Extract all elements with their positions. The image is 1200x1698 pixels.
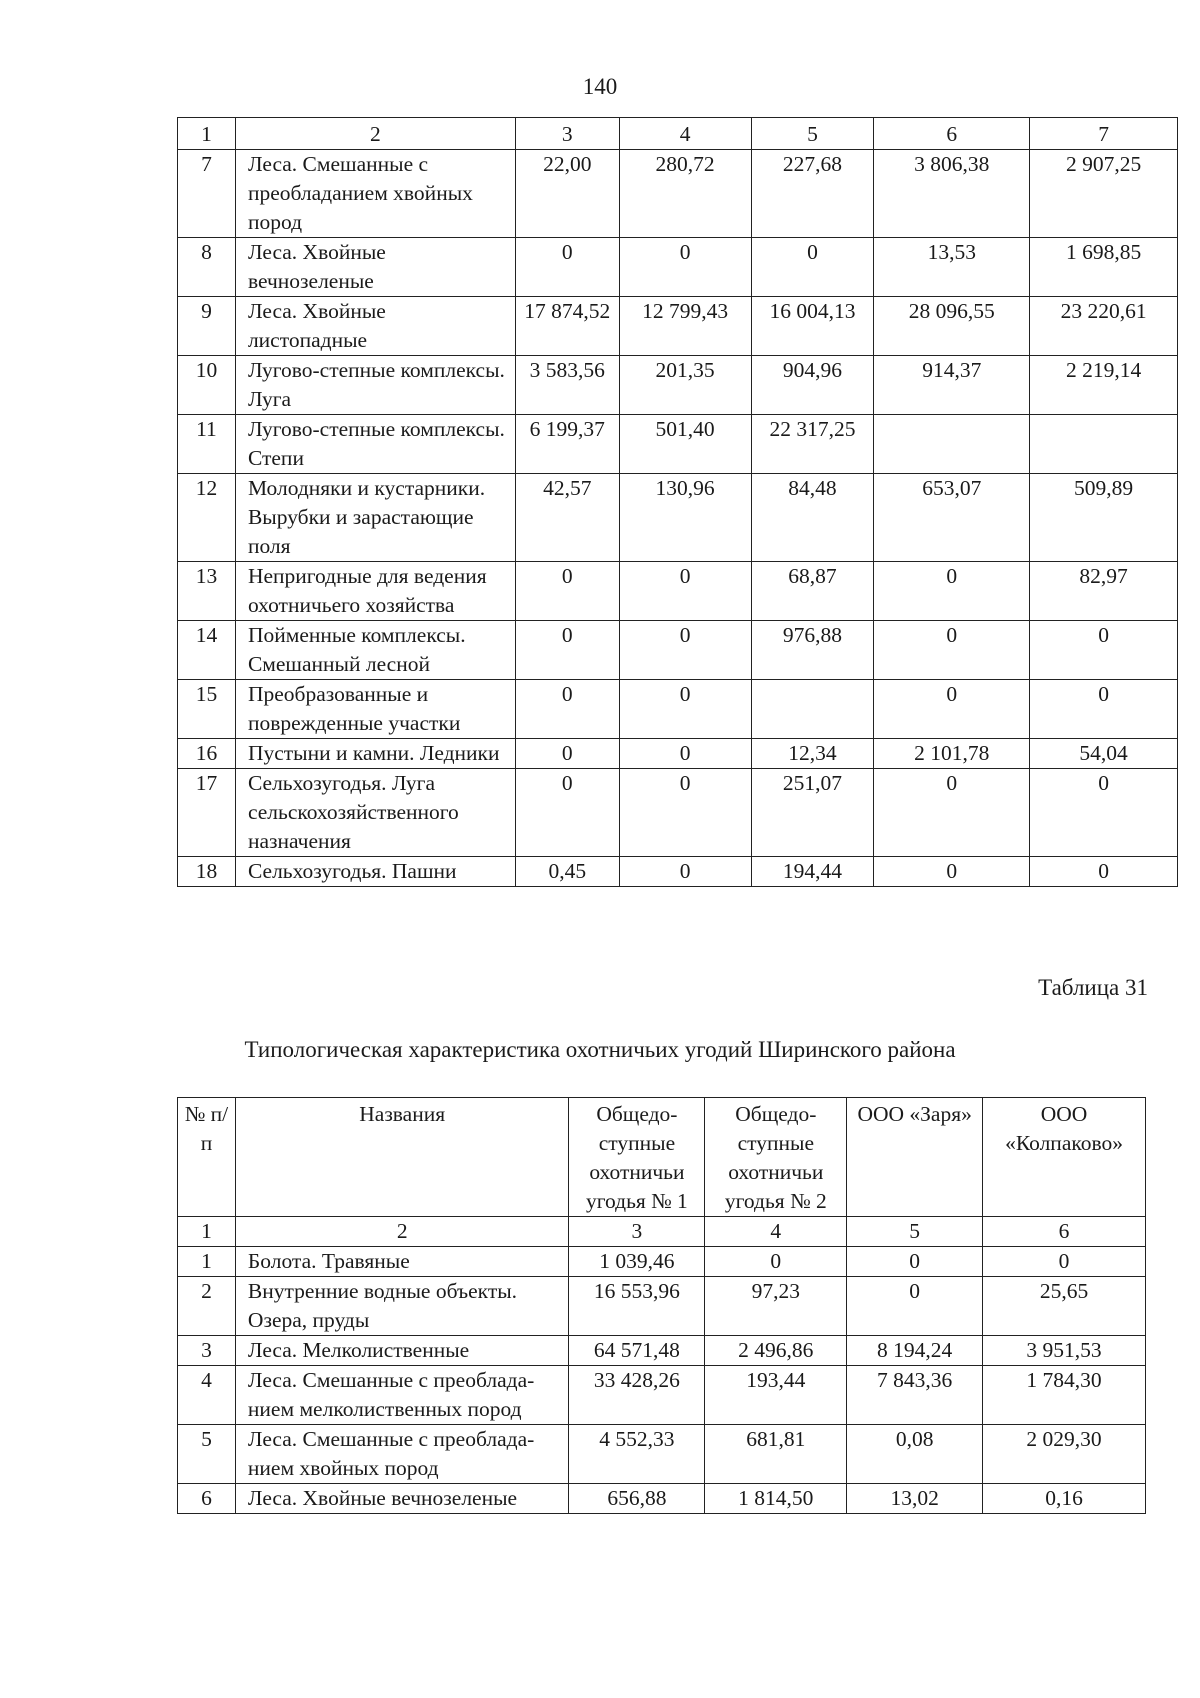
table-cell: 6 199,37 (515, 415, 619, 474)
table-row (178, 238, 1178, 297)
table-cell: 5 (178, 1425, 236, 1484)
table-cell: 251,07 (751, 769, 874, 857)
table-label: Таблица 31 (1038, 975, 1148, 1000)
table-cell: 2 (235, 1217, 569, 1247)
table-row (178, 1425, 1146, 1484)
table-cell: 33 428,26 (569, 1366, 705, 1425)
table-cell: 15 (178, 680, 236, 739)
table-cell: 12 799,43 (619, 297, 751, 356)
table-cell: 0 (619, 769, 751, 857)
table-cell: 0 (619, 857, 751, 887)
table-cell: 17 874,52 (515, 297, 619, 356)
table-cell: 18 (178, 857, 236, 887)
table-cell: 5 (847, 1217, 983, 1247)
row-name-cell: Леса. Мелколиственные (235, 1336, 569, 1366)
table-cell: 2 496,86 (705, 1336, 847, 1366)
table-cell: 16 (178, 739, 236, 769)
table-cell: 904,96 (751, 356, 874, 415)
table-cell: 10 (178, 356, 236, 415)
row-name-cell: Болота. Травяные (235, 1247, 569, 1277)
table-row (178, 1366, 1146, 1425)
row-name-cell: Преобразованные и поврежденные участки (235, 680, 515, 739)
table-cell: 0 (1030, 857, 1178, 887)
table-cell: № п/п (178, 1098, 236, 1217)
table-cell: 2 907,25 (1030, 150, 1178, 238)
table-cell: 3 (515, 118, 619, 150)
table-cell: 0 (515, 238, 619, 297)
table-cell: 22 317,25 (751, 415, 874, 474)
table-cell: 0 (619, 621, 751, 680)
table-row (178, 769, 1178, 857)
table-cell: 227,68 (751, 150, 874, 238)
table-cell: 201,35 (619, 356, 751, 415)
row-name-cell: Сельхозугодья. Пашни (235, 857, 515, 887)
table-cell: 25,65 (983, 1277, 1146, 1336)
table-cell: 0 (515, 769, 619, 857)
table-cell: 4 (705, 1217, 847, 1247)
table-title: Типологическая характеристика охотничьих угодий Ширинского района (244, 1037, 956, 1062)
table-cell: 0 (619, 739, 751, 769)
column-number-row (178, 118, 1178, 150)
table-cell: 12,34 (751, 739, 874, 769)
table-cell (874, 415, 1030, 474)
table-cell: 0 (515, 621, 619, 680)
table-cell: 82,97 (1030, 562, 1178, 621)
table-cell: 501,40 (619, 415, 751, 474)
table-cell: 6 (874, 118, 1030, 150)
table-cell: 0 (1030, 769, 1178, 857)
table-cell: 11 (178, 415, 236, 474)
table-cell (1030, 415, 1178, 474)
table-cell: 7 (178, 150, 236, 238)
table-cell: 0 (874, 769, 1030, 857)
table-cell: 1 784,30 (983, 1366, 1146, 1425)
table-cell: 2 219,14 (1030, 356, 1178, 415)
table-row (178, 680, 1178, 739)
table-row (178, 739, 1178, 769)
table-cell: 976,88 (751, 621, 874, 680)
table-cell: 0 (619, 680, 751, 739)
table-cell: 7 (1030, 118, 1178, 150)
row-name-cell: Молодняки и кустарники. Вырубки и зарастающие поля (235, 474, 515, 562)
table-cell: 2 101,78 (874, 739, 1030, 769)
table-cell: 1 814,50 (705, 1484, 847, 1514)
table-cell: 130,96 (619, 474, 751, 562)
table-cell: 0,45 (515, 857, 619, 887)
table-cell: 194,44 (751, 857, 874, 887)
table-row (178, 857, 1178, 887)
table-cell: 681,81 (705, 1425, 847, 1484)
table-cell: 0 (515, 680, 619, 739)
table-cell: 509,89 (1030, 474, 1178, 562)
table-cell: 1 (178, 118, 236, 150)
table-row (178, 562, 1178, 621)
table-row (178, 150, 1178, 238)
table-cell: 3 583,56 (515, 356, 619, 415)
table-cell: 3 (569, 1217, 705, 1247)
row-name-cell: Пойменные комплексы. Смешанный лесной (235, 621, 515, 680)
table-cell: 9 (178, 297, 236, 356)
table-cell: 0 (1030, 680, 1178, 739)
row-name-cell: Внутренние водные объекты. Озера, пруды (235, 1277, 569, 1336)
table-cell: 7 843,36 (847, 1366, 983, 1425)
table-cell: 1 (178, 1217, 236, 1247)
table-cell: 0,16 (983, 1484, 1146, 1514)
table-cell: 16 004,13 (751, 297, 874, 356)
table-cell: 14 (178, 621, 236, 680)
table-cell: 6 (178, 1484, 236, 1514)
table-cell: 2 (178, 1277, 236, 1336)
table-cell: 0 (874, 680, 1030, 739)
table-cell: ООО «Колпаково» (983, 1098, 1146, 1217)
table-cell: 97,23 (705, 1277, 847, 1336)
table-cell: 280,72 (619, 150, 751, 238)
table-cell: Названия (235, 1098, 569, 1217)
table-cell: 0 (874, 621, 1030, 680)
table-cell: 8 (178, 238, 236, 297)
table-cell: 914,37 (874, 356, 1030, 415)
table-cell: 3 951,53 (983, 1336, 1146, 1366)
row-name-cell: Пустыни и камни. Ледники (235, 739, 515, 769)
table-cell: 0 (705, 1247, 847, 1277)
table-cell: 653,07 (874, 474, 1030, 562)
table-cell: 0 (751, 238, 874, 297)
table-row (178, 356, 1178, 415)
table-cell: 5 (751, 118, 874, 150)
table-cell: 68,87 (751, 562, 874, 621)
table-row (178, 1336, 1146, 1366)
table-cell: 193,44 (705, 1366, 847, 1425)
table-cell: 4 (619, 118, 751, 150)
table-row (178, 415, 1178, 474)
table-cell: 1 039,46 (569, 1247, 705, 1277)
row-name-cell: Непригодные для ведения охотничьего хозяйства (235, 562, 515, 621)
header-row (178, 1098, 1146, 1217)
table-cell: 13,53 (874, 238, 1030, 297)
table-cell (751, 680, 874, 739)
row-name-cell: Леса. Смешанные с преоблада-нием мелколиственных пород (235, 1366, 569, 1425)
table-cell: 656,88 (569, 1484, 705, 1514)
table-row (178, 1277, 1146, 1336)
table-row (178, 474, 1178, 562)
row-name-cell: Леса. Хвойные вечнозеленые (235, 1484, 569, 1514)
table-cell: 1 (178, 1247, 236, 1277)
row-name-cell: Леса. Смешанные с преоблада-нием хвойных пород (235, 1425, 569, 1484)
table-cell: 0 (983, 1247, 1146, 1277)
table-cell: 0 (1030, 621, 1178, 680)
table-cell: 2 (235, 118, 515, 150)
table-cell: 4 552,33 (569, 1425, 705, 1484)
row-name-cell: Сельхозугодья. Луга сельскохозяйственного назначения (235, 769, 515, 857)
table-cell: 28 096,55 (874, 297, 1030, 356)
table-cell: 64 571,48 (569, 1336, 705, 1366)
table-cell: 3 (178, 1336, 236, 1366)
table-cell: 0 (515, 739, 619, 769)
row-name-cell: Лугово-степные комплексы. Луга (235, 356, 515, 415)
table-cell: Общедо-ступные охотничьи угодья № 2 (705, 1098, 847, 1217)
table-cell: 54,04 (1030, 739, 1178, 769)
table-cell: 42,57 (515, 474, 619, 562)
continued-table (177, 117, 1178, 887)
table-cell: Общедо-ступные охотничьи угодья № 1 (569, 1098, 705, 1217)
table-cell: 23 220,61 (1030, 297, 1178, 356)
table-cell: 8 194,24 (847, 1336, 983, 1366)
table-cell: 2 029,30 (983, 1425, 1146, 1484)
table-cell: 4 (178, 1366, 236, 1425)
table-cell: 16 553,96 (569, 1277, 705, 1336)
table-cell: 0 (874, 562, 1030, 621)
hunting-grounds-table (177, 1097, 1146, 1514)
table-cell: 0 (619, 238, 751, 297)
table-cell: 1 698,85 (1030, 238, 1178, 297)
table-cell: 13 (178, 562, 236, 621)
table-cell: 84,48 (751, 474, 874, 562)
table-cell: ООО «Заря» (847, 1098, 983, 1217)
table-cell: 0 (619, 562, 751, 621)
table-row (178, 1484, 1146, 1514)
page-number: 140 (582, 74, 618, 99)
table-cell: 6 (983, 1217, 1146, 1247)
row-name-cell: Лугово-степные комплексы. Степи (235, 415, 515, 474)
row-name-cell: Леса. Хвойные листопадные (235, 297, 515, 356)
row-name-cell: Леса. Смешанные с преобладанием хвойных пород (235, 150, 515, 238)
table-cell: 17 (178, 769, 236, 857)
table-cell: 0 (847, 1247, 983, 1277)
table-cell: 13,02 (847, 1484, 983, 1514)
table-cell: 0,08 (847, 1425, 983, 1484)
table-cell: 0 (847, 1277, 983, 1336)
column-number-row (178, 1217, 1146, 1247)
table-row (178, 621, 1178, 680)
table-cell: 0 (874, 857, 1030, 887)
table-cell: 22,00 (515, 150, 619, 238)
table-cell: 0 (515, 562, 619, 621)
table-cell: 12 (178, 474, 236, 562)
table-row (178, 1247, 1146, 1277)
table-row (178, 297, 1178, 356)
table-cell: 3 806,38 (874, 150, 1030, 238)
row-name-cell: Леса. Хвойные вечнозеленые (235, 238, 515, 297)
